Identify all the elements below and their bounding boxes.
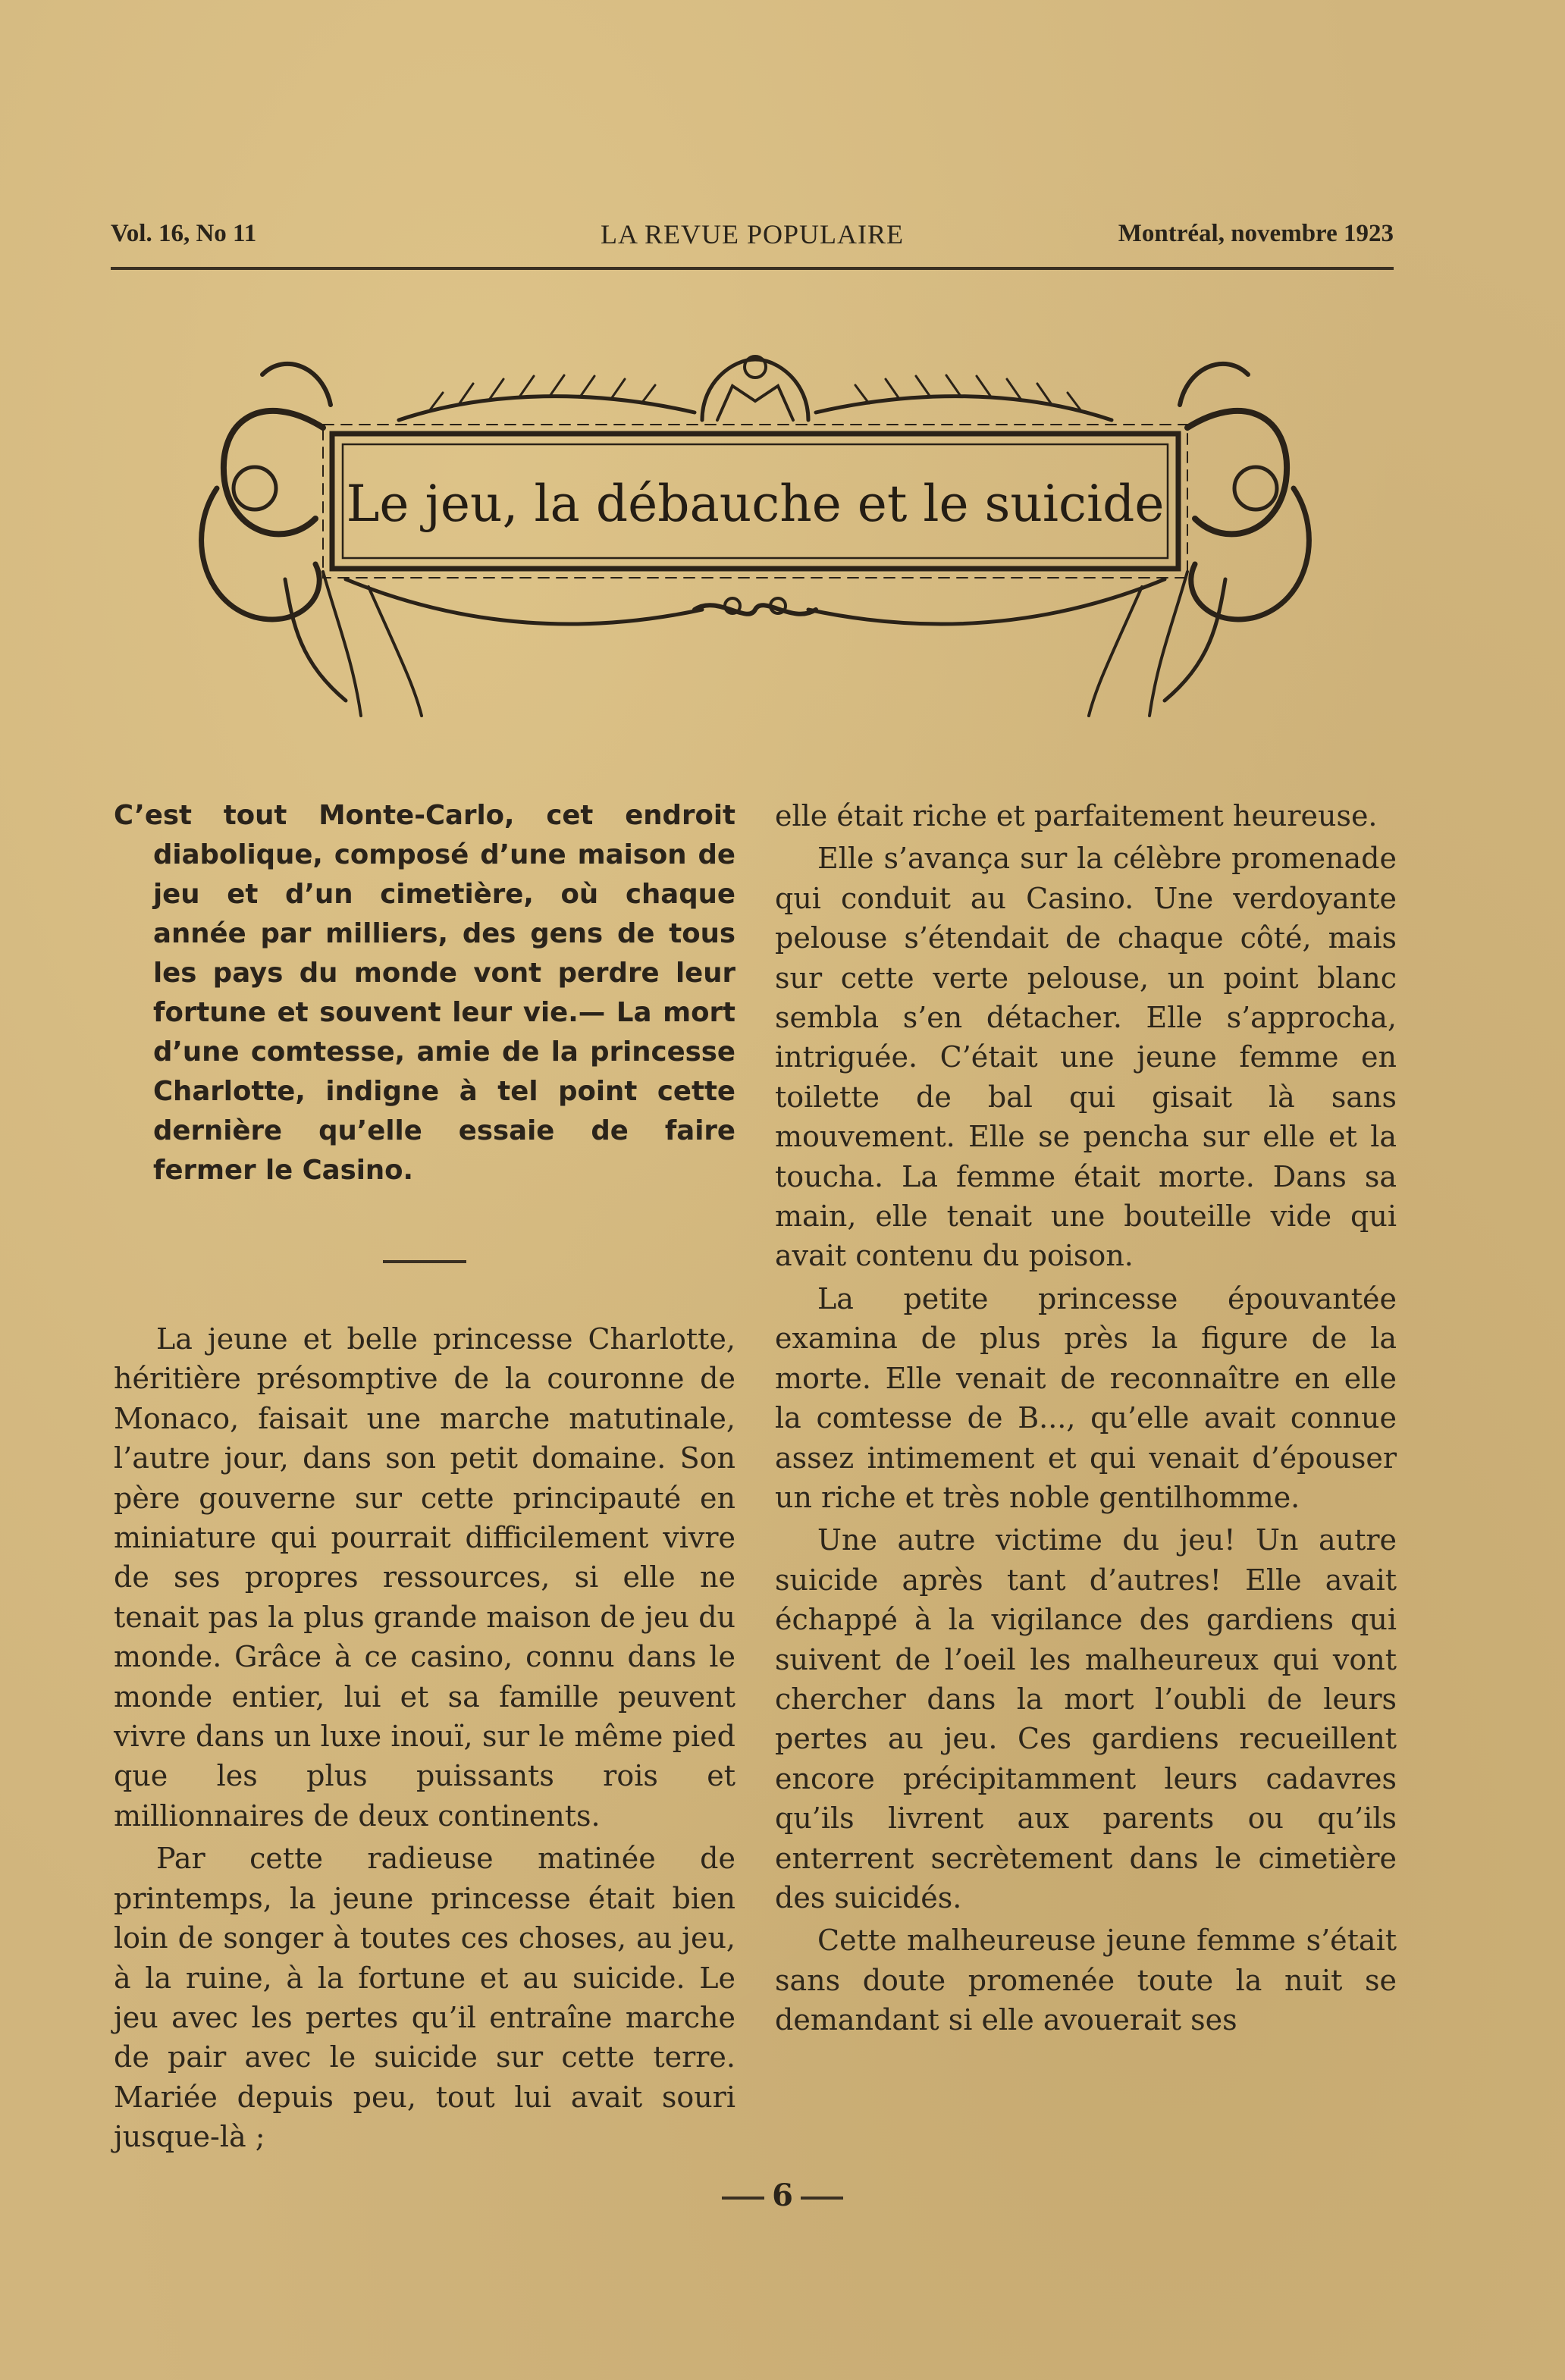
header-rule [111, 267, 1394, 270]
paragraph: Cette malheureuse jeune femme s’était sans doute promenée toute la nuit se demandant si elle avouerait ses [775, 1924, 1397, 2037]
running-header [111, 215, 1394, 261]
left-body [114, 1319, 735, 2157]
paragraph: Elle s’avança sur la célèbre promenade qui conduit au Casino. Une verdoyante pelouse s’étendait de chaque côté, mais sur cette verte pelouse, un point blanc sembla s’en détacher. Elle s’approcha, intriguée. C’était une jeune femme en toilette de bal qui gisait là sans mouvement. Elle se pencha sur elle et la toucha. La femme était morte. Dans sa main, elle tenait une bouteille vide qui avait contenu du poison. [775, 842, 1397, 1273]
paragraph: Une autre victime du jeu! Un autre suicide après tant d’autres! Elle avait échappé à la vigilance des gardiens qui suivent de l’oeil les malheureux qui vont chercher dans la mort l’oubli de leurs pertes au jeu. Ces gardiens recueillent encore précipitamment leurs cadavres qu’ils livrent aux parents ou qu’ils enterrent secrètement dans le cimetière des suicidés. [775, 1523, 1397, 1914]
page-number [0, 2178, 1565, 2213]
paragraph: elle était riche et parfaitement heureuse. [775, 799, 1378, 833]
page-number-value: 6 [772, 2178, 793, 2213]
folio-dash-right [801, 2197, 843, 2200]
volume-number: Vol. 16, No 11 [111, 220, 257, 247]
paragraph: La jeune et belle princesse Charlotte, héritière présomptive de la couronne de Monaco, faisait une marche matutinale, l’autre jour, dans son petit domaine. Son père gouverne sur cette principauté en miniature qui pourrait difficilement vivre de ses propres ressources, si elle ne tenait pas la plus grande maison de jeu du monde. Grâce à ce casino, connu dans le monde entier, lui et sa famille peuvent vivre dans un luxe inouï, sur le même pied que les plus puissants rois et millionnaires de deux continents. [114, 1322, 735, 1833]
left-column [114, 796, 735, 2160]
lede-separator [383, 1260, 466, 1263]
magazine-name: LA REVUE POPULAIRE [600, 219, 904, 249]
right-column [775, 796, 1397, 2043]
paragraph: La petite princesse épouvantée examina de plus près la figure de la morte. Elle venait de reconnaître en elle la comtesse de B..., qu’elle avait connue assez intimement et qui venait d’épouser un riche et très noble gentilhomme. [775, 1281, 1397, 1514]
issue-date: Montréal, novembre 1923 [1118, 220, 1394, 247]
paragraph: Par cette radieuse matinée de printemps, la jeune princesse était bien loin de songer à toutes ces choses, au jeu, à la ruine, à la fortune et au suicide. Le jeu avec les pertes qu’il entraîne marche de pair avec le suicide sur cette terre. Mariée depuis peu, tout lui avait souri jusque-là ; [114, 1842, 735, 2154]
right-body [775, 796, 1397, 2040]
article-title: Le jeu, la débauche et le suicide [346, 475, 1165, 533]
folio-dash-left [722, 2197, 764, 2200]
article-lede: C’est tout Monte-Carlo, cet endroit diabolique, composé d’une maison de jeu et d’un cimetière, où chaque année par milliers, des gens de tous les pays du monde vont perdre leur fortune et souvent leur vie.— La mort d’une comtesse, amie de la princesse Charlotte, indigne à tel point cette dernière qu’elle essaie de faire fermer le Casino. [114, 800, 735, 1186]
title-cartouche [171, 306, 1339, 731]
